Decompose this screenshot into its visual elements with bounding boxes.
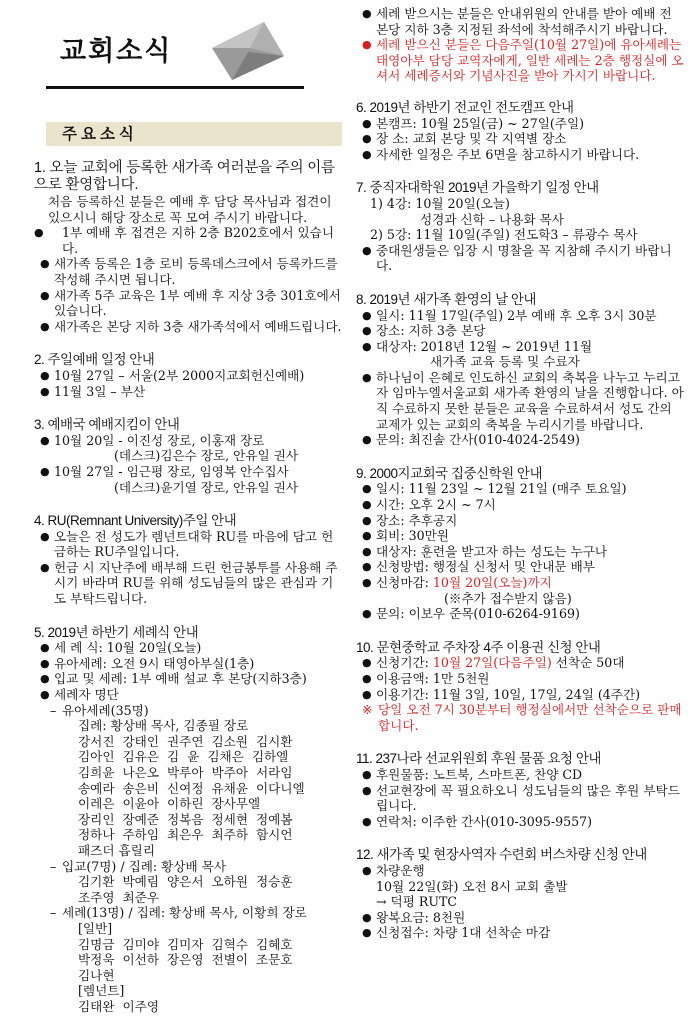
notice-6: [356, 100, 686, 162]
bullet-item: ● 문의: 이보우 준목(010-6264-9169): [356, 606, 686, 622]
bullet-item: ● 시간: 오후 2시 ~ 7시: [356, 497, 686, 513]
bullet-item: ● 세 례 식: 10월 20일(오늘): [34, 640, 344, 656]
bullet-item: ● 이용금액: 1만 5천원: [356, 671, 686, 687]
bullet-item: ● 연락처: 이주한 간사(010-3095-9557): [356, 814, 686, 830]
left-content: [34, 160, 344, 1033]
notice-10: [356, 640, 686, 734]
notice-9: [356, 466, 686, 622]
bullet-item: ● 선교현장에 꼭 필요하오니 성도님들의 많은 후원 부탁드립니다.: [356, 783, 686, 814]
bullet-item: ● 장 소: 교회 본당 및 각 지역별 장소: [356, 131, 686, 147]
notice-heading: 8. 2019년 새가족 환영의 날 안내: [356, 291, 536, 307]
bullet-item-highlight: ● 세례 받으신 분들은 다음주일(10월 27일)에 유아세례는 태영아부 담당 교역자에게, 일반 세례는 2층 행정실에 오셔서 세례증서와 기념사진을 받아 가시기 바랍니다.: [356, 37, 686, 84]
bullet-item: ● 유아세례: 오전 9시 태영아부실(1층): [34, 656, 344, 672]
notice-3: [34, 417, 344, 495]
notice-heading: 12. 새가족 및 현장사역자 수련회 버스차량 신청 안내: [356, 847, 647, 863]
bullet-subline: (데스크)김은수 장로, 안유일 권사: [114, 448, 298, 464]
bullet-item: ● 일시: 11월 17일(주일) 2부 예배 후 오후 3시 30분: [356, 308, 686, 324]
notice-5-continued: [356, 6, 686, 84]
page-title: 교회소식: [60, 36, 173, 67]
bullet-item: ● 새가족은 본당 지하 3층 새가족석에서 예배드립니다.: [34, 319, 344, 335]
bullet-item: ● 10월 27일 – 서울(2부 2000지교회헌신예배): [34, 368, 344, 384]
notice-4: [34, 513, 344, 607]
notice-heading: 4. RU(Remnant University)주일 안내: [34, 513, 237, 529]
bullet-item: ● 새가족 등록은 1층 로비 등록데스크에서 등록카드를 작성해 주시면 됩니다.: [34, 256, 344, 287]
bullet-item: ● 회비: 30만원: [356, 528, 686, 544]
bullet-subline: → 덕평 RUTC: [376, 894, 458, 910]
bullet-item: ● 자세한 일정은 주보 6면을 참고하시기 바랍니다.: [356, 147, 686, 163]
bullet-item: ● 중대원생들은 입장 시 명찰을 꼭 지참해 주시기 바랍니다.: [356, 243, 686, 274]
bullet-item: ● 신청접수: 차량 1대 선착순 마감: [356, 925, 686, 941]
bullet-item: ● 새가족 5주 교육은 1부 예배 후 지상 3층 301호에서 있습니다.: [34, 288, 344, 319]
bullet-item: ● 왕복요금: 8천원: [356, 910, 686, 926]
title-area: [14, 0, 344, 100]
note-highlight: ※ 당일 오전 7시 30분부터 행정실에서만 선착순으로 판매합니다.: [362, 702, 686, 733]
notice-2: [34, 352, 344, 399]
bullet-label: 신청마감:: [376, 575, 433, 590]
bullet-item: ● 1부 예배 후 접견은 지하 2층 B202호에서 있습니다.: [34, 225, 344, 256]
date-highlight: 10월 27일(다음주일): [432, 655, 552, 671]
notice-heading: 11. 237나라 선교위원회 후원 물품 요청 안내: [356, 751, 601, 767]
bullet-item: ● 대상자: 2018년 12월 ~ 2019년 11월: [356, 339, 686, 355]
list-subline: 성경과 신학 – 나용화 목사: [420, 211, 564, 227]
bullet-item: ● 입교 및 세례: 1부 예배 설교 후 본당(지하3층): [34, 671, 344, 687]
right-column: [356, 6, 686, 1031]
notice-heading: 2. 주일예배 일정 안내: [34, 352, 155, 368]
notice-heading: 10. 문현중학교 주차장 4주 이용권 신청 안내: [356, 639, 601, 655]
bullet-subline: 새가족 교육 등록 및 수료자: [430, 354, 580, 370]
name-list: 김기환 박예림 양은서 오하원 정승훈 조주영 최준우: [78, 874, 293, 905]
notice-heading: 5. 2019년 하반기 세례식 안내: [34, 624, 199, 640]
bullet-item: ● 11월 3일 – 부산: [34, 384, 344, 400]
group-heading: – 세례(13명) / 집례: 황상배 목사, 이황희 장로: [34, 905, 344, 921]
bullet-item: ● 차량운행: [356, 863, 686, 879]
bullet-subline: (데스크)윤기열 장로, 안유일 권사: [114, 479, 298, 495]
notice-text: 처음 등록하신 분들은 예배 후 담당 목사님과 접견이 있으시니 해당 장소로 꼭 모여 주시기 바랍니다.: [48, 194, 332, 225]
envelope-icon: [204, 14, 290, 84]
bullet-item: ● 본캠프: 10월 25일(금) ~ 27일(주일): [356, 116, 686, 132]
notice-11: [356, 751, 686, 829]
bullet-item: ● 후원물품: 노트북, 스마트폰, 찬양 CD: [356, 767, 686, 783]
bullet-subline: (※추가 접수받지 않음): [444, 590, 572, 606]
notice-heading: 7. 중직자대학원 2019년 가을학기 일정 안내: [356, 180, 599, 196]
list-item: 1) 4강: 10월 20일(오늘): [370, 195, 510, 211]
notice-heading: 6. 2019년 하반기 전교인 전도캠프 안내: [356, 99, 574, 115]
bullet-item: ● 세례 받으시는 분들은 안내위원의 안내를 받아 예배 전 본당 지하 3층 지정된 좌석에 착석해주시기 바랍니다.: [356, 6, 686, 37]
bullet-item: [356, 655, 686, 671]
notice-heading: 9. 2000지교회국 집중신학원 안내: [356, 465, 542, 481]
notice-12: [356, 847, 686, 941]
bullet-label: 신청기간:: [376, 655, 433, 671]
notice-5: [34, 625, 344, 1015]
notice-heading: 3. 예배국 예배지킴이 안내: [34, 417, 180, 433]
bullet-item: ● 헌금 시 지난주에 배부해 드린 헌금봉투를 사용해 주시기 바라며 RU를 위해 성도님들의 많은 관심과 기도 부탁드립니다.: [34, 560, 344, 607]
bullet-item: ● 10월 27일 - 임근평 장로, 임영복 안수집사: [34, 464, 344, 480]
title-underline: [46, 86, 304, 89]
bullet-item: ● 장소: 추후공지: [356, 513, 686, 529]
bullet-item: ● 세례자 명단: [34, 687, 344, 703]
bullet-item: ● 장소: 지하 3층 본당: [356, 323, 686, 339]
bullet-item: ● 신청방법: 행정실 신청서 및 안내문 배부: [356, 559, 686, 575]
bullet-item: ● 대상자: 훈련을 받고자 하는 성도는 누구나: [356, 544, 686, 560]
bullet-item: ● 하나님이 은혜로 인도하신 교회의 축복을 나누고 누리고자 임마누엘서울교회 새가족 환영의 날을 진행합니다. 아직 수료하지 못한 분들은 교육을 수료하셔서 성도 간의 교제가 있는 교회의 축복을 누리시기를 바랍니다.: [356, 370, 686, 432]
notice-heading: 1. 오늘 교회에 등록한 새가족 여러분을 주의 이름으로 환영합니다.: [34, 160, 335, 193]
notice-1: [34, 160, 344, 334]
notice-7: [356, 180, 686, 274]
bullet-item: ● 이용기간: 11월 3일, 10일, 17일, 24일 (4주간): [356, 687, 686, 703]
name-list: 강서진 강태인 권주연 김소원 김시환 김아인 김유은 김 윤 김채은 김하엘 김희윤 나은오 박루아 박주아 서라임 송예라 송은비 신여정 유채윤 이다니엘 이레은 이윤아 이하린 장사무엘 장리인 장예준 정복음 정세현 정예봄 정하나 주하임 최은우 최주하 함시언 패즈더 흡릴리: [78, 733, 305, 858]
bullet-subline: 10월 22일(화) 오전 8시 교회 출발: [376, 878, 568, 894]
group-heading: – 유아세례(35명): [34, 703, 344, 719]
group-heading: – 입교(7명) / 집례: 황상배 목사: [34, 859, 344, 875]
section-banner: 주요소식: [46, 122, 342, 146]
left-column: [14, 0, 344, 1035]
bullet-text: 선착순 50대: [551, 655, 625, 671]
list-item: 2) 5강: 11월 10일(주일) 전도학3 – 류광수 목사: [370, 227, 638, 243]
name-list: [일반] 김명금 김미야 김미자 김혁수 김혜호 박정욱 이선하 장은영 전별이 조문호 김나현 [렘넌트] 김태완 이주영: [78, 920, 293, 1014]
bullet-item: [356, 575, 686, 591]
bullet-item: ● 10월 20일 - 이진성 장로, 이홍재 장로: [34, 433, 344, 449]
bullet-item: ● 오늘은 전 성도가 렘넌트대학 RU를 마음에 담고 헌금하는 RU주일입니다.: [34, 529, 344, 560]
group-officiant: 집례: 황상배 목사, 김종필 장로: [78, 718, 249, 734]
bullet-item: ● 일시: 11월 23일 ~ 12월 21일 (매주 토요일): [356, 481, 686, 497]
notice-8: [356, 292, 686, 448]
deadline-highlight: 10월 20일(오늘)까지: [432, 575, 552, 590]
bullet-item: ● 문의: 최진솔 간사(010-4024-2549): [356, 432, 686, 448]
